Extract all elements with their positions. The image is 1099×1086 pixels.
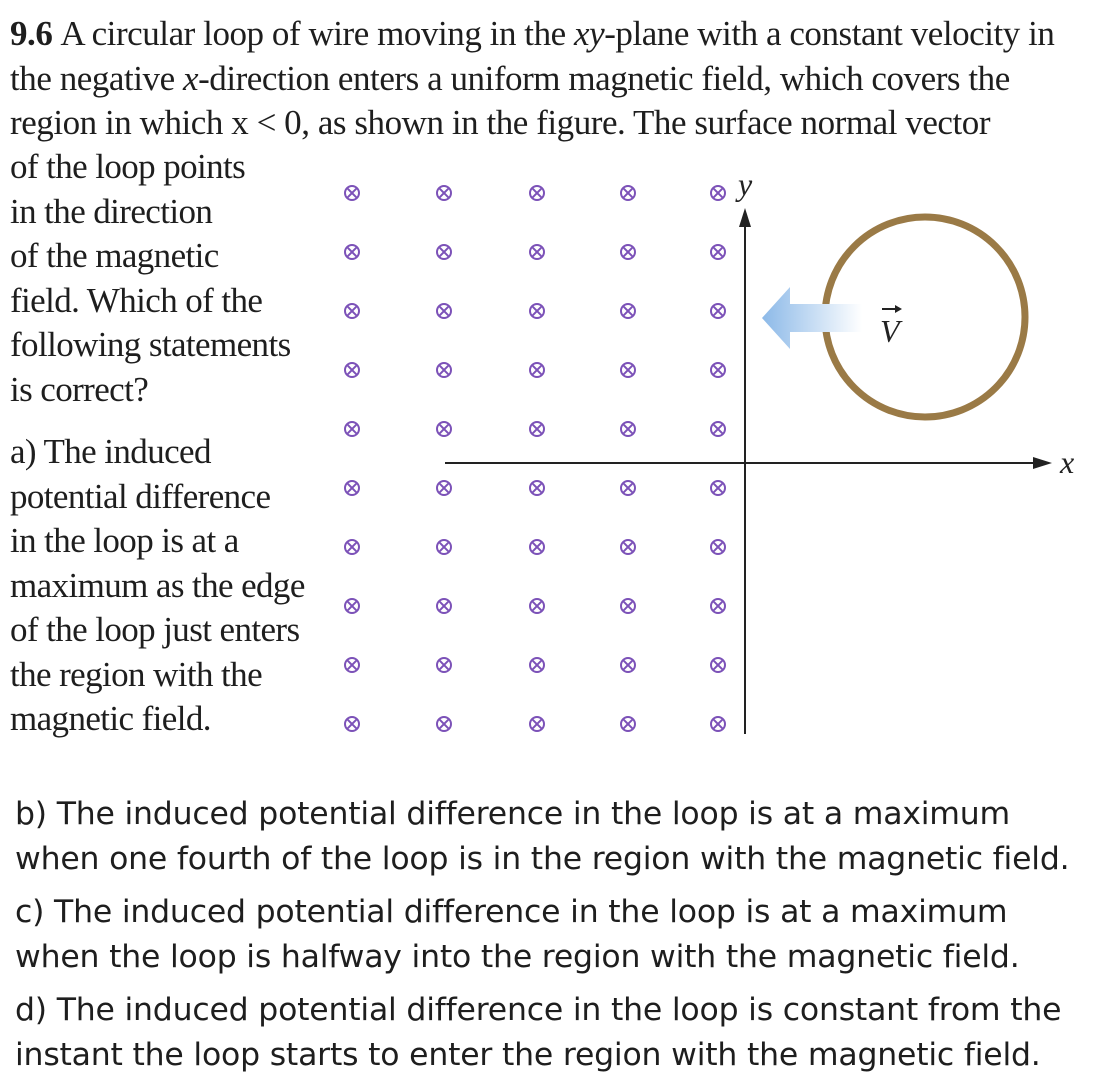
- stem-line: following statements: [10, 325, 291, 364]
- field-into-page-icon: [437, 245, 451, 259]
- option-d: d) The induced potential difference in the loop is constant from the instant the loop starts to enter the region with the magnetic field.: [15, 992, 1062, 1073]
- field-into-page-icon: [345, 363, 359, 377]
- field-into-page-icon: [437, 540, 451, 554]
- stem-x-variable: x: [182, 58, 199, 98]
- stem-line: in the direction: [10, 191, 213, 231]
- option-a: [10, 430, 340, 742]
- field-into-page-icon: [621, 658, 635, 672]
- field-into-page-icon: [437, 717, 451, 731]
- stem-line: of the loop points: [10, 147, 246, 186]
- stem-line: field. Which of the: [10, 280, 263, 320]
- field-into-page-icon: [530, 304, 544, 318]
- field-into-page-icon: [530, 658, 544, 672]
- stem-line: of the magnetic: [10, 236, 219, 275]
- field-into-page-icon: [530, 186, 544, 200]
- field-into-page-icon: [437, 599, 451, 613]
- option-a-line: in the loop is at a: [10, 521, 239, 560]
- field-into-page-icon: [345, 245, 359, 259]
- stem-plane: xy: [574, 14, 605, 53]
- field-into-page-icon: [711, 245, 725, 259]
- option-a-line: the region with the: [10, 654, 263, 694]
- option-a-line: of the loop just enters: [10, 610, 300, 649]
- velocity-arrow-icon: [762, 287, 862, 349]
- x-axis-arrowhead: [1033, 457, 1052, 469]
- field-into-page-icon: [711, 363, 725, 377]
- field-into-page-icon: [621, 599, 635, 613]
- field-into-page-icon: [345, 304, 359, 318]
- field-into-page-icon: [711, 717, 725, 731]
- field-into-page-icon: [530, 363, 544, 377]
- field-into-page-icon: [437, 363, 451, 377]
- stem-after-plane: -plane with a constant velocity in the negative: [10, 14, 1055, 98]
- field-into-page-icon: [345, 540, 359, 554]
- option-a-line: maximum as the edge: [10, 565, 305, 605]
- option-c: c) The induced potential difference in the loop is at a maximum when the loop is halfway into the region with the magnetic field.: [15, 894, 1020, 975]
- field-into-page-icon: [621, 363, 635, 377]
- x-axis-label: x: [1060, 444, 1075, 480]
- field-into-page-icon: [711, 481, 725, 495]
- y-axis-arrowhead: [739, 208, 751, 227]
- field-into-page-icon: [711, 599, 725, 613]
- problem-statement: [10, 12, 1095, 146]
- field-into-page-icon: [437, 186, 451, 200]
- left-text-column: [10, 145, 340, 742]
- field-into-page-icon: [437, 481, 451, 495]
- field-into-page-icon: [621, 245, 635, 259]
- field-into-page-icon: [345, 717, 359, 731]
- field-into-page-icon: [345, 658, 359, 672]
- bottom-options: [15, 792, 1095, 1086]
- stem-continuation: [10, 145, 340, 412]
- stem-line: is correct?: [10, 369, 149, 409]
- field-into-page-icon: [530, 717, 544, 731]
- field-into-page-icon: [345, 481, 359, 495]
- field-into-page-icon: [345, 422, 359, 436]
- field-into-page-icon: [621, 422, 635, 436]
- field-into-page-icon: [711, 540, 725, 554]
- stem-condition: x < 0: [231, 103, 302, 142]
- field-into-page-icon: [711, 186, 725, 200]
- field-into-page-icon: [530, 540, 544, 554]
- option-a-line: a) The induced: [10, 432, 211, 471]
- y-axis-label: y: [738, 166, 753, 202]
- stem-after-condition: , as shown in the figure. The surface normal vector: [301, 103, 991, 142]
- field-into-page-icon: [530, 422, 544, 436]
- field-into-page-icon: [437, 658, 451, 672]
- field-into-page-icon: [621, 304, 635, 318]
- field-into-page-icon: [621, 717, 635, 731]
- magnetic-field-figure: [330, 160, 1090, 760]
- field-into-page-icon: [530, 599, 544, 613]
- velocity-label: V: [880, 313, 900, 349]
- velocity-vector-arrowhead: [895, 305, 902, 313]
- field-into-page-icon: [621, 186, 635, 200]
- problem-number: 9.6: [10, 14, 53, 53]
- stem-after-x: -direction enters a uniform magnetic field, which covers the region in which: [10, 58, 1010, 142]
- field-into-page-icon: [711, 304, 725, 318]
- option-a-line: potential difference: [10, 476, 271, 516]
- field-into-page-icon: [345, 186, 359, 200]
- field-into-page-icon: [621, 481, 635, 495]
- field-into-page-icon: [437, 304, 451, 318]
- field-into-page-icon: [711, 658, 725, 672]
- stem-start: A circular loop of wire moving in the: [60, 14, 575, 53]
- field-into-page-icon: [621, 540, 635, 554]
- field-into-page-icon: [530, 245, 544, 259]
- magnetic-field-grid: [345, 186, 725, 731]
- option-a-line: magnetic field.: [10, 699, 211, 738]
- field-into-page-icon: [437, 422, 451, 436]
- option-b: b) The induced potential difference in the loop is at a maximum when one fourth of the loop is in the region with the magnetic field.: [15, 796, 1070, 877]
- field-into-page-icon: [711, 422, 725, 436]
- field-into-page-icon: [345, 599, 359, 613]
- field-into-page-icon: [530, 481, 544, 495]
